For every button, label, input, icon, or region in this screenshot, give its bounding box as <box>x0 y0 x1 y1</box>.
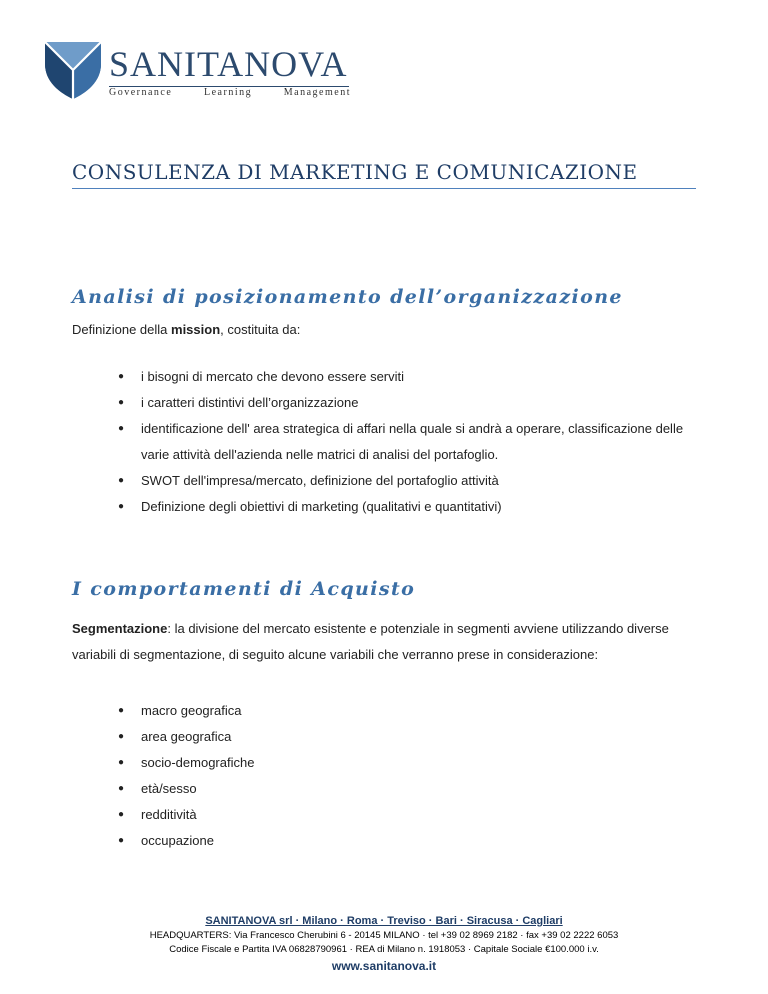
intro-text-end: , costituita da: <box>220 322 301 337</box>
list-item: ● SWOT dell'impresa/mercato, definizione del portafoglio attività <box>72 468 702 494</box>
list-item: ● i caratteri distintivi dell’organizzazione <box>72 390 702 416</box>
list-item: ● socio-demografiche <box>72 750 702 776</box>
intro-bold: mission <box>171 322 221 337</box>
page-footer <box>0 913 768 975</box>
footer-offices: SANITANOVA srl · Milano · Roma · Treviso · Bari · Siracusa · Cagliari <box>205 915 563 927</box>
section-heading-purchase: I comportamenti di Acquisto <box>72 578 416 600</box>
bullet-dot-icon: ● <box>118 705 125 716</box>
list-item: ● macro geografica <box>72 698 702 724</box>
mission-bullet-list <box>72 364 702 520</box>
tagline-management: Management <box>283 87 351 98</box>
intro-bold: Segmentazione <box>72 621 168 636</box>
bullet-dot-icon: ● <box>118 757 125 768</box>
footer-legal-info: Codice Fiscale e Partita IVA 06828790961 · REA di Milano n. 1918053 · Capitale Sociale €100.000 i.v. <box>169 944 599 955</box>
bullet-dot-icon: ● <box>118 423 125 434</box>
section-heading-positioning: Analisi di posizionamento dell’organizzazione <box>72 286 623 308</box>
bullet-dot-icon: ● <box>118 501 125 512</box>
logo-tagline <box>109 87 351 98</box>
segmentation-bullet-list <box>72 698 702 854</box>
bullet-dot-icon: ● <box>118 475 125 486</box>
list-item: ● occupazione <box>72 828 702 854</box>
intro-text: : la divisione del mercato esistente e potenziale in segmenti avviene utilizzando diverse variabili di segmentazione, di seguito alcune variabili che verranno prese in considerazione: <box>72 621 669 662</box>
footer-headquarters: HEADQUARTERS: Via Francesco Cherubini 6 - 20145 MILANO · tel +39 02 8969 2182 · fax +39 02 2222 6053 <box>149 930 619 941</box>
list-item: ● area geografica <box>72 724 702 750</box>
list-item: ● Definizione degli obiettivi di marketing (qualitativi e quantitativi) <box>72 494 702 520</box>
section-intro-mission <box>72 317 692 343</box>
bullet-dot-icon: ● <box>118 835 125 846</box>
bullet-dot-icon: ● <box>118 783 125 794</box>
page-title: CONSULENZA DI MARKETING E COMUNICAZIONE <box>72 160 638 184</box>
tagline-learning: Learning <box>204 87 253 98</box>
intro-text: Definizione della <box>72 322 172 337</box>
shield-logo-icon <box>42 40 104 100</box>
logo-wordmark: SANITANOVA <box>109 44 348 84</box>
footer-website-link[interactable]: www.sanitanova.it <box>331 959 437 973</box>
bullet-dot-icon: ● <box>118 397 125 408</box>
bullet-dot-icon: ● <box>118 731 125 742</box>
list-item: ● identificazione dell' area strategica di affari nella quale si andrà a operare, classificazione delle varie attività dell'azienda nelle matrici di analisi del portafoglio. <box>72 416 702 468</box>
bullet-dot-icon: ● <box>118 809 125 820</box>
tagline-governance: Governance <box>109 87 173 98</box>
list-item: ● età/sesso <box>72 776 702 802</box>
list-item: ● i bisogni di mercato che devono essere serviti <box>72 364 702 390</box>
bullet-dot-icon: ● <box>118 371 125 382</box>
company-logo <box>42 40 362 100</box>
list-item: ● redditività <box>72 802 702 828</box>
section-intro-segmentation <box>72 616 692 668</box>
title-divider <box>72 188 696 189</box>
